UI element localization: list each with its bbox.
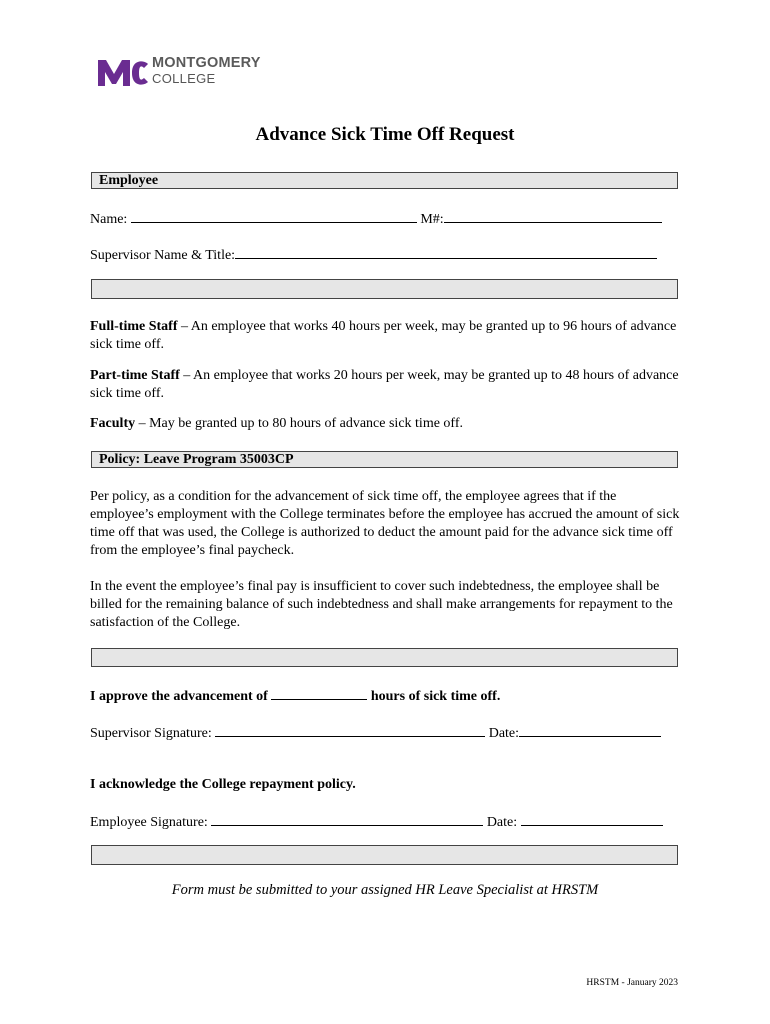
policy-paragraph-2: In the event the employee’s final pay is insufficient to cover such indebtedness, the employee shall be billed for the remaining balance of such indebtedness and shall make arrangements for repayment to the satisfaction of the College. bbox=[90, 579, 673, 630]
policy-section-bar bbox=[91, 451, 678, 468]
supervisor-signature-row bbox=[90, 723, 661, 743]
employee-date-label: Date: bbox=[486, 815, 518, 830]
submission-note: Form must be submitted to your assigned HR Leave Specialist at HRSTM bbox=[171, 882, 599, 898]
divider-bar-2 bbox=[91, 648, 678, 667]
faculty-term: Faculty bbox=[90, 416, 136, 431]
employee-section-bar bbox=[91, 172, 678, 189]
approval-row bbox=[90, 686, 500, 706]
faculty-text: – May be granted up to 80 hours of advance sick time off. bbox=[135, 416, 463, 431]
logo-line-2: COLLEGE bbox=[152, 71, 216, 86]
revision-stamp: HRSTM - January 2023 bbox=[586, 978, 678, 988]
part-time-term: Part-time Staff bbox=[90, 368, 180, 383]
employee-signature-row bbox=[90, 812, 663, 832]
supervisor-date-field[interactable] bbox=[519, 723, 661, 737]
policy-heading: Policy: Leave Program 35003CP bbox=[99, 452, 294, 467]
supervisor-signature-field[interactable] bbox=[215, 723, 485, 737]
supervisor-signature-label: Supervisor Signature: bbox=[90, 726, 212, 741]
form-title: Advance Sick Time Off Request bbox=[255, 124, 515, 145]
full-time-text: – An employee that works 40 hours per week, may be granted up to 96 hours of advance sick time off. bbox=[90, 319, 677, 352]
logo-wordmark bbox=[152, 56, 261, 86]
m-number-label: M#: bbox=[420, 212, 444, 227]
supervisor-label: Supervisor Name & Title: bbox=[90, 248, 236, 263]
name-label: Name: bbox=[90, 212, 128, 227]
employee-signature-label: Employee Signature: bbox=[90, 815, 208, 830]
employee-section-heading: Employee bbox=[99, 173, 159, 188]
logo-line-1: MONTGOMERY bbox=[152, 55, 261, 71]
divider-bar-3 bbox=[91, 845, 678, 865]
acknowledge-statement: I acknowledge the College repayment policy. bbox=[90, 777, 356, 792]
part-time-text: – An employee that works 20 hours per week, may be granted up to 48 hours of advance sick time off. bbox=[90, 368, 679, 401]
supervisor-field[interactable] bbox=[235, 245, 657, 259]
name-row bbox=[90, 209, 662, 229]
supervisor-date-label: Date: bbox=[488, 726, 520, 741]
full-time-term: Full-time Staff bbox=[90, 319, 178, 334]
employee-date-field[interactable] bbox=[521, 812, 663, 826]
approval-suffix: hours of sick time off. bbox=[370, 689, 501, 704]
part-time-paragraph bbox=[90, 367, 682, 403]
name-field[interactable] bbox=[131, 209, 417, 223]
m-number-field[interactable] bbox=[444, 209, 662, 223]
hours-field[interactable] bbox=[271, 686, 367, 700]
policy-paragraph-1: Per policy, as a condition for the advancement of sick time off, the employee agrees that if the employee’s employment with the College terminates before the employee has accrued the amount of sick time off that was used, the College is authorized to deduct the amount paid for the advance sick time off from the employee’s final paycheck. bbox=[90, 489, 680, 558]
approval-prefix: I approve the advancement of bbox=[90, 689, 268, 704]
supervisor-row bbox=[90, 245, 657, 265]
faculty-paragraph bbox=[90, 415, 682, 433]
divider-bar-1 bbox=[91, 279, 678, 299]
full-time-paragraph bbox=[90, 318, 682, 354]
employee-signature-field[interactable] bbox=[211, 812, 483, 826]
